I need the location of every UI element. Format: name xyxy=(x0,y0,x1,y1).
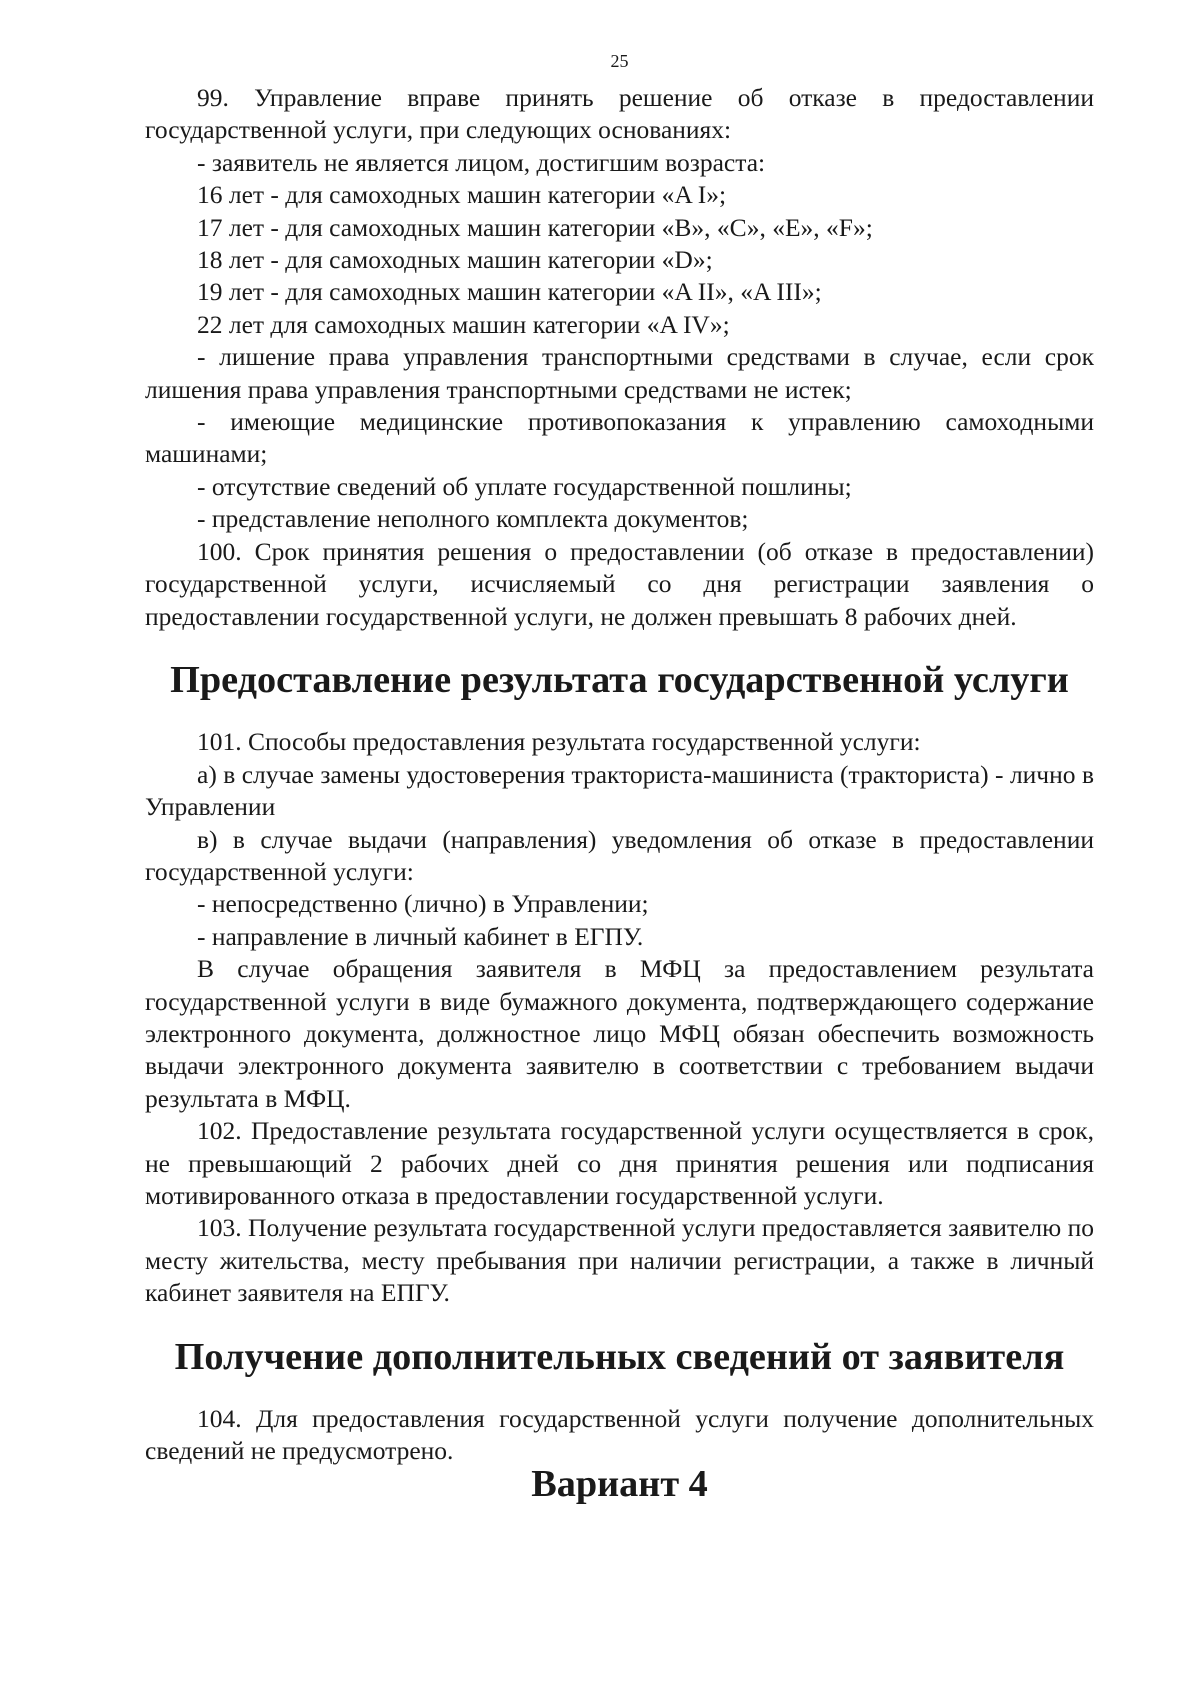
list-item-v: в) в случае выдачи (направления) уведомления об отказе в предоставлении государственной услуги: xyxy=(145,824,1094,886)
list-item-cabinet: - направление в личный кабинет в ЕГПУ. xyxy=(197,921,644,951)
list-item-age-18: 18 лет - для самоходных машин категории «D»; xyxy=(197,245,713,275)
list-item-age-condition: - заявитель не является лицом, достигшим возраста: xyxy=(197,147,766,177)
paragraph-mfc: В случае обращения заявителя в МФЦ за предоставлением результата государственной услуги в виде бумажного документа, подтверждающего содержание электронного документа, должностное лицо МФЦ обязан обеспечить возможность выдачи электронного документа заявителю в соответствии с требованием выдачи результата в МФЦ. xyxy=(145,954,1094,1113)
list-item-age-17: 17 лет - для самоходных машин категории «B», «C», «E», «F»; xyxy=(197,212,873,242)
paragraph-102: 102. Предоставление результата государственной услуги осуществляется в срок, не превышающий 2 рабочих дней со дня принятия решения или подписания мотивированного отказа в предоставлении государственной услуги. xyxy=(145,1116,1094,1210)
list-item-a: а) в случае замены удостоверения тракториста-машиниста (тракториста) - лично в Управлении xyxy=(145,759,1094,822)
paragraph-100: 100. Срок принятия решения о предоставлении (об отказе в предоставлении) государственной услуги, исчисляемый со дня регистрации заявления о предоставлении государственной услуги, не должен превышать 8 рабочих дней. xyxy=(145,536,1094,631)
list-item-medical: - имеющие медицинские противопоказания к управлению самоходными машинами; xyxy=(145,407,1094,469)
list-item-age-19: 19 лет - для самоходных машин категории «A II», «A III»; xyxy=(197,277,822,307)
list-item-age-16: 16 лет - для самоходных машин категории «A I»; xyxy=(197,180,727,210)
section-heading-result: Предоставление результата государственной услуги xyxy=(170,658,1069,701)
paragraph-103: 103. Получение результата государственной услуги предоставляется заявителю по месту жительства, месту пребывания при наличии регистрации, а также в личный кабинет заявителя на ЕПГУ. xyxy=(145,1213,1094,1308)
paragraph-101: 101. Способы предоставления результата государственной услуги: xyxy=(197,727,921,757)
page-number: 25 xyxy=(610,51,629,71)
paragraph-104: 104. Для предоставления государственной услуги получение дополнительных сведений не предусмотрено. xyxy=(145,1404,1094,1466)
list-item-deprivation: - лишение права управления транспортными средствами в случае, если срок лишения права управления транспортными средствами не истек; xyxy=(145,342,1094,404)
list-item-in-person: - непосредственно (лично) в Управлении; xyxy=(197,889,649,919)
list-item-fee: - отсутствие сведений об уплате государственной пошлины; xyxy=(197,471,852,501)
list-item-age-22: 22 лет для самоходных машин категории «A IV»; xyxy=(197,309,730,339)
section-heading-additional-info: Получение дополнительных сведений от заявителя xyxy=(174,1335,1065,1378)
list-item-documents: - представление неполного комплекта документов; xyxy=(197,504,749,534)
paragraph-99: 99. Управление вправе принять решение об отказе в предоставлении государственной услуги, при следующих основаниях: xyxy=(145,83,1094,145)
section-heading-variant-4: Вариант 4 xyxy=(531,1462,708,1505)
